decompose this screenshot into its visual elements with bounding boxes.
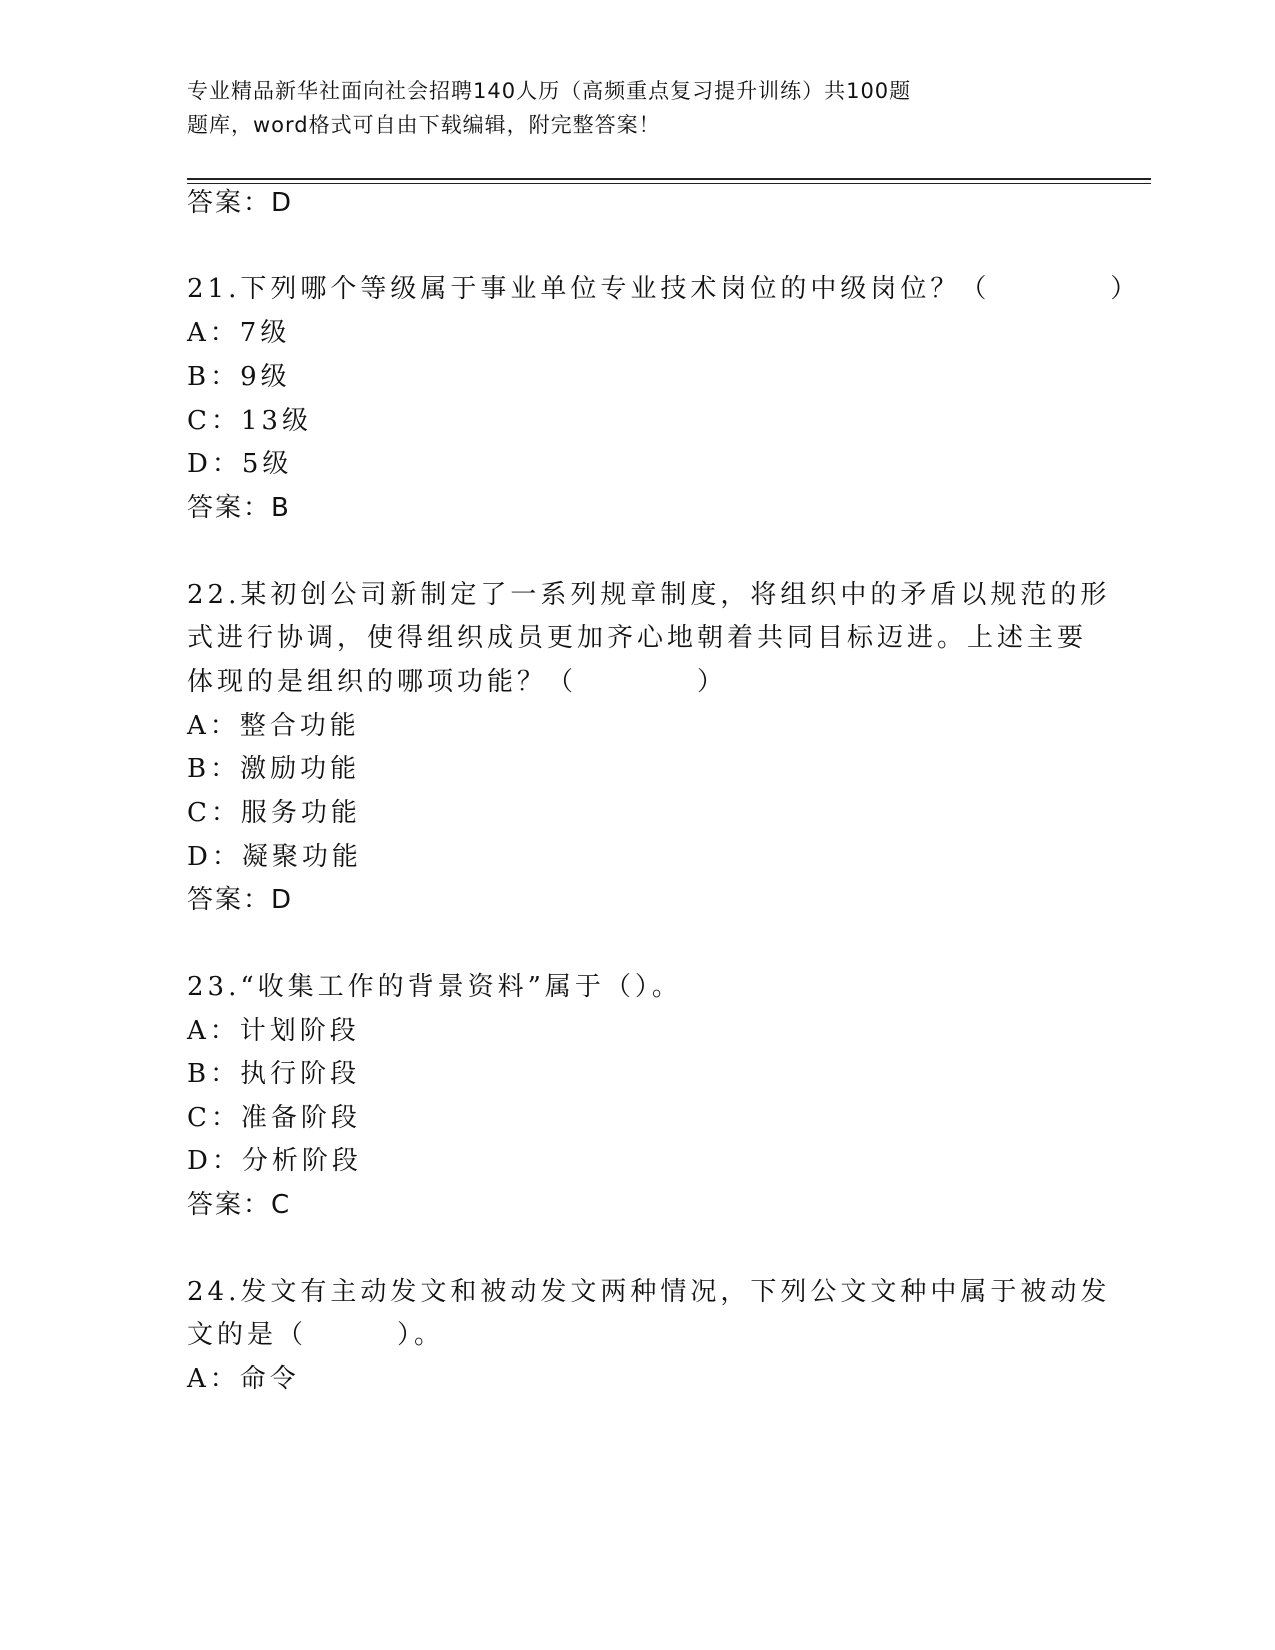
question-23-answer: 答案：C xyxy=(187,1190,292,1220)
question-22-stem-line-1: 22.某初创公司新制定了一系列规章制度，将组织中的矛盾以规范的形 xyxy=(187,580,1111,610)
header-title-line-1: 专业精品新华社面向社会招聘140人历（高频重点复习提升训练）共100题 xyxy=(187,79,912,103)
question-21-option-b: B：9级 xyxy=(187,362,291,392)
question-22-stem-line-2: 式进行协调，使得组织成员更加齐心地朝着共同目标迈进。上述主要 xyxy=(187,623,1088,653)
question-22-option-d: D：凝聚功能 xyxy=(187,842,362,872)
question-23-option-c: C：准备阶段 xyxy=(187,1103,361,1133)
question-23-stem: 23.“收集工作的背景资料”属于（）。 xyxy=(187,972,682,1002)
document-header xyxy=(187,74,1067,142)
question-21-option-c: C：13级 xyxy=(187,406,312,436)
question-21-option-d: D：5级 xyxy=(187,449,293,479)
question-23-option-a: A：计划阶段 xyxy=(187,1016,360,1046)
question-24-stem-line-2: 文的是（ ）。 xyxy=(187,1320,445,1350)
question-22-option-a: A：整合功能 xyxy=(187,711,360,741)
question-23-option-d: D：分析阶段 xyxy=(187,1146,362,1176)
previous-answer: 答案：D xyxy=(187,188,294,218)
question-22-option-b: B：激励功能 xyxy=(187,754,361,784)
question-24-stem-line-1: 24.发文有主动发文和被动发文两种情况，下列公文文种中属于被动发 xyxy=(187,1277,1111,1307)
question-22-stem-line-3: 体现的是组织的哪项功能？（ ） xyxy=(187,667,728,697)
header-title-line-2: 题库，word格式可自由下载编辑，附完整答案！ xyxy=(187,113,661,137)
header-divider-thin xyxy=(187,183,1151,184)
question-22-option-c: C：服务功能 xyxy=(187,798,361,828)
header-divider xyxy=(187,178,1151,180)
question-23-option-b: B：执行阶段 xyxy=(187,1059,361,1089)
question-24-option-a: A：命令 xyxy=(187,1364,300,1394)
question-21-option-a: A：7级 xyxy=(187,318,291,348)
question-21-stem: 21.下列哪个等级属于事业单位专业技术岗位的中级岗位？（ ） xyxy=(187,274,1141,304)
question-22-answer: 答案：D xyxy=(187,885,294,915)
question-21-answer: 答案：B xyxy=(187,493,291,523)
